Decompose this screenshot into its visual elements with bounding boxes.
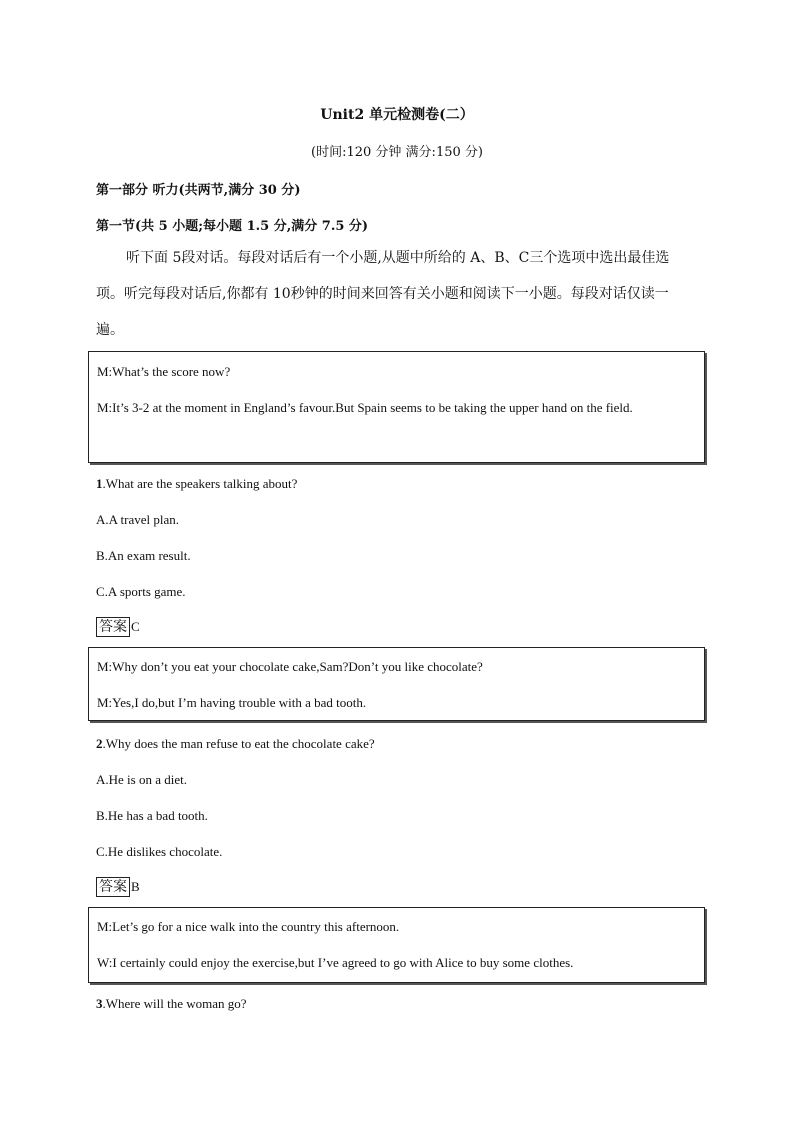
question-3 — [96, 996, 247, 1012]
question-text: .Why does the man refuse to eat the chocolate cake? — [102, 736, 375, 751]
answer-value: B — [131, 879, 140, 894]
exam-time-and-score: (时间:120 分钟 满分:150 分) — [311, 145, 483, 160]
option-c: C.A sports game. — [96, 584, 186, 599]
dialog-line: M:Why don’t you eat your chocolate cake,Sam?Don’t you like chocolate? — [97, 659, 483, 674]
answer-value: C — [131, 619, 140, 634]
answer-1 — [96, 617, 140, 637]
question-text: .What are the speakers talking about? — [102, 476, 298, 491]
question-1 — [96, 476, 297, 492]
option-a: A.He is on a diet. — [96, 772, 187, 787]
answer-2 — [96, 877, 140, 897]
option-b: B.An exam result. — [96, 548, 191, 563]
dialog-box-2 — [88, 647, 705, 721]
dialog-line: M:Yes,I do,but I’m having trouble with a bad tooth. — [97, 695, 367, 710]
question-number: 1 — [96, 476, 103, 491]
dialog-box-3 — [88, 907, 705, 983]
dialog-line: M:What’s the score now? — [97, 364, 231, 379]
option-b: B.He has a bad tooth. — [96, 808, 208, 823]
section1-heading — [96, 215, 368, 234]
part1-heading-text: 第一部分 听力(共两节,满分 30 分) — [96, 183, 301, 198]
section1-heading-text: 第一节(共 5 小题;每小题 1.5 分,满分 7.5 分) — [96, 219, 369, 234]
question-text: .Where will the woman go? — [102, 996, 247, 1011]
question-number: 2 — [96, 736, 103, 751]
question-number: 3 — [96, 996, 103, 1011]
page-title: Unit2 单元检测卷(二） — [320, 107, 474, 123]
option-a: A.A travel plan. — [96, 512, 180, 527]
dialog-line: W:I certainly could enjoy the exercise,but I’ve agreed to go with Alice to buy some clothes. — [97, 955, 574, 970]
dialog-line: M:It’s 3-2 at the moment in England’s favour.But Spain seems to be taking the upper hand on the field. — [97, 400, 633, 415]
question-2 — [96, 736, 375, 752]
section1-instructions: 听下面 5段对话。每段对话后有一个小题,从题中所给的 A、B、C三个选项中选出最佳选项。听完每段对话后,你都有 10秒钟的时间来回答有关小题和阅读下一小题。每段对话仅读一遍。 — [96, 250, 670, 338]
option-c: C.He dislikes chocolate. — [96, 844, 223, 859]
dialog-box-1 — [88, 351, 705, 463]
answer-label: 答案 — [96, 617, 130, 637]
answer-label: 答案 — [96, 877, 130, 897]
dialog-line: M:Let’s go for a nice walk into the country this afternoon. — [97, 919, 400, 934]
part1-heading — [96, 179, 301, 198]
